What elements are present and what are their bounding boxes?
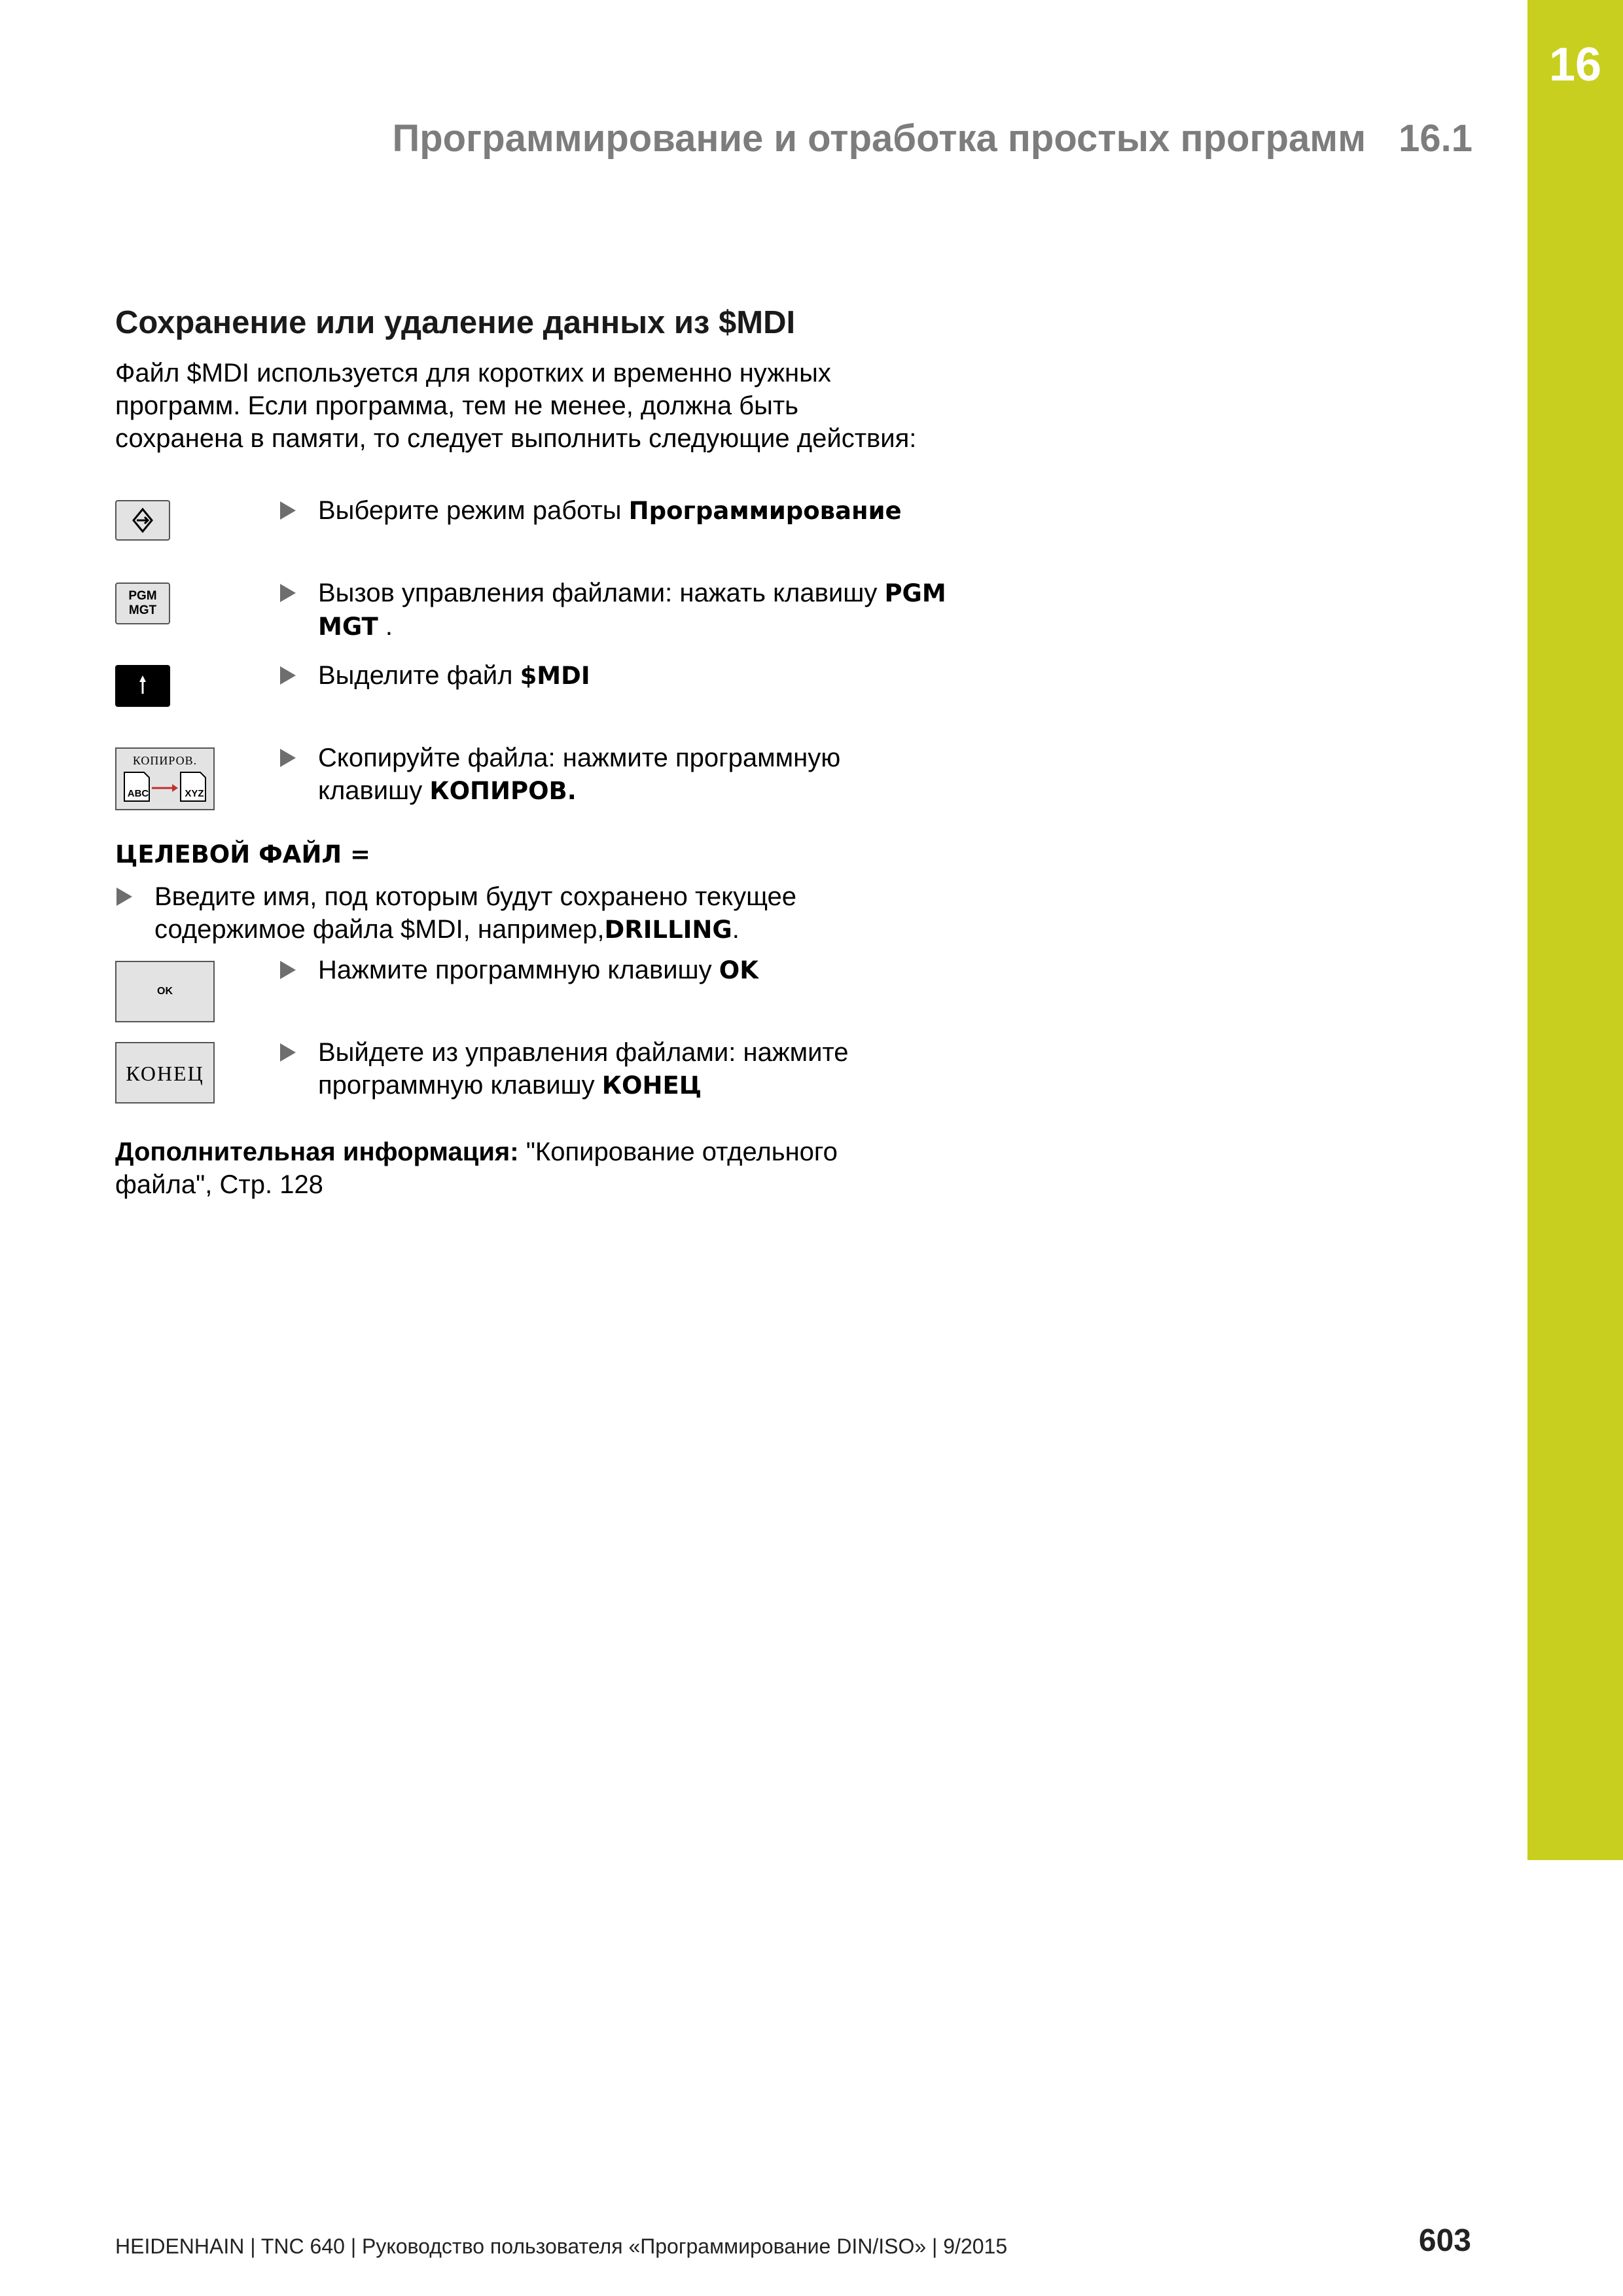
running-header-title: Программирование и отработка простых программ [392,117,1366,160]
footer-text: HEIDENHAIN | TNC 640 | Руководство пользователя «Программирование DIN/ISO» | 9/2015 [115,2234,1008,2258]
pgm-mgt-key-label-1: PGM [128,589,157,603]
step-arrow [280,1043,296,1062]
bullet-text: Введите имя, под которым будут сохранено текущее содержимое файла $MDI, например,DRILLING. [154,882,797,944]
chapter-number: 16 [1548,39,1602,91]
copy-source-label: ABC [127,788,149,799]
step-2-text: Вызов управления файлами: нажать клавишу PGM MGT . [318,579,946,641]
end-softkey[interactable] [115,1042,215,1103]
more-info-link[interactable]: "Копирование отдельного файла", Стр. 128 [115,1138,838,1199]
more-info-label: Дополнительная информация: [115,1138,519,1166]
step-4-text: Скопируйте файла: нажмите программную клавишу КОПИРОВ. [318,744,841,805]
step-arrow [280,961,296,979]
running-header [393,117,1473,160]
step-4-bold: КОПИРОВ. [429,777,577,805]
end-softkey-label: КОНЕЦ [126,1062,204,1085]
step-3-bold: $MDI [520,662,590,690]
running-header-section: 16.1 [1399,117,1472,160]
step-arrow [280,584,296,602]
page-number: 603 [1418,2223,1471,2258]
step-3-text: Выделите файл $MDI [318,661,590,690]
copy-target-label: XYZ [185,788,204,799]
arrow-up-key[interactable] [115,665,170,707]
pgm-mgt-key-label-2: MGT [128,603,157,617]
target-file-label: ЦЕЛЕВОЙ ФАЙЛ = [115,840,371,869]
step-2-bold: PGM MGT [318,579,946,641]
step-arrow [280,749,296,767]
step-6-text: Выйдете из управления файлами: нажмите программную клавишу КОНЕЦ [318,1038,849,1100]
programming-mode-icon [116,501,169,539]
copy-softkey-label: КОПИРОВ. [132,754,198,767]
bullet-bold: DRILLING [604,916,732,944]
step-1-text: Выберите режим работы Программирование [318,496,902,525]
pgm-mgt-key[interactable] [115,583,170,624]
step-5-text: Нажмите программную клавишу OK [318,956,758,984]
bullet-arrow [116,888,132,906]
ok-softkey-label: OK [157,986,173,997]
ok-softkey[interactable] [115,961,215,1022]
arrow-up-icon [116,666,169,706]
step-arrow [280,501,296,520]
section-heading: Сохранение или удаление данных из $MDI [115,305,796,340]
more-info [115,1136,933,1201]
intro-paragraph: Файл $MDI используется для коротких и временно нужных программ. Если программа, тем не менее, должна быть сохранена в памяти, то следует выполнить следующие действия: [115,359,917,453]
step-5-bold: OK [719,956,758,984]
step-arrow [280,666,296,685]
programming-mode-key[interactable] [115,500,170,541]
copy-softkey[interactable] [115,747,215,810]
chapter-tab [1527,0,1623,1860]
step-6-bold: КОНЕЦ [601,1071,702,1100]
step-1-bold: Программирование [628,497,902,525]
